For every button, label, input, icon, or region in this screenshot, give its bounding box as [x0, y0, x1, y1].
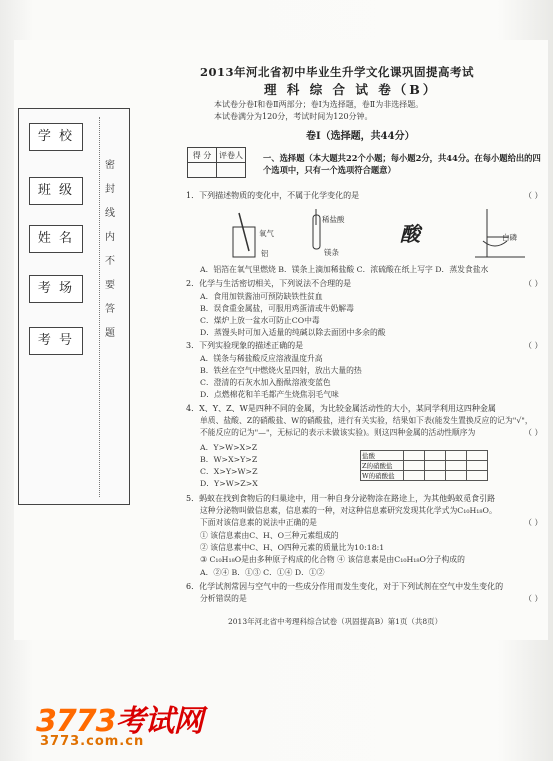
answer-paren-5[interactable]: （ ） [524, 518, 543, 527]
exam-note-2: 本试卷满分为120分，考试时间为120分钟。 [214, 112, 373, 121]
question-4-option-a: A．Y>W>X>Z [200, 443, 258, 452]
question-3-option-c: C．澄清的石灰水加入酚酞溶液变蓝色 [200, 378, 331, 387]
section-instructions: 一、选择题（本大题共22个小题；每小题2分，共44分。在每小题给出的四个选项中，只有一个选项符合题意） [263, 153, 541, 175]
seal-char: 题 [105, 328, 115, 339]
question-5-item-3: ③ C₁₀H₁₈O是由多种原子构成的化合物 ④ 该信息素是由C₁₀H₁₈O分子构成的 [200, 555, 465, 564]
question-5-item-1: ① 该信息素由C、H、O三种元素组成的 [200, 531, 339, 540]
test-tube-icon [313, 209, 320, 249]
exam-room-field[interactable]: 考 场 [29, 275, 83, 303]
name-field[interactable]: 姓 名 [29, 225, 83, 253]
seal-warning [103, 154, 117, 346]
beaker-icon [233, 213, 255, 257]
figure-label-magnesium: 镁条 [324, 248, 339, 257]
question-4-line-3: 不能反应的记为"—"，无标记的表示未做该实验)。则这四种金属的活动性顺序为 [200, 428, 476, 437]
question-6-line-2: 分析错误的是 [200, 594, 247, 603]
question-2-option-a: A．食用加铁酱油可预防缺铁性贫血 [200, 292, 323, 301]
answer-paren-3[interactable]: （ ） [524, 341, 543, 350]
section-heading: 卷Ⅰ（选择题，共44分） [306, 131, 415, 142]
figure-label-oxygen: 氧气 [259, 229, 274, 238]
seal-char: 封 [105, 184, 115, 195]
exam-subtitle: 理 科 综 合 试 卷（B） [264, 82, 439, 97]
seal-char: 线 [105, 208, 115, 219]
site-url: 3773.com.cn [40, 734, 145, 749]
question-5-item-2: ② 该信息素中C、H、O四种元素的质量比为10:18:1 [200, 543, 385, 552]
question-1: 1．下列描述物质的变化中，不属于化学变化的是 [186, 191, 360, 200]
seal-char: 不 [105, 256, 115, 267]
seal-char: 密 [105, 160, 115, 171]
seal-char: 要 [105, 280, 115, 291]
evaporation-stand-icon [475, 209, 525, 257]
score-label: 得 分 [188, 148, 217, 163]
table-row-label: 盐酸 [361, 451, 404, 461]
grader-cell[interactable] [217, 163, 246, 178]
figure-label-phosphorus: 白磷 [502, 233, 517, 242]
question-3-option-a: A．镁条与稀盐酸反应溶液温度升高 [200, 354, 323, 363]
figure-label-aluminum: 铝 [261, 249, 269, 258]
handwritten-acid-glyph: 酸 [400, 222, 420, 246]
question-4-line-2: 单质、盐酸、Z的硝酸盐、W的硝酸盐，进行有关实验，结果如下表(能发生置换反应的记为"√"， [200, 416, 533, 425]
table-row-label: W的硝酸盐 [361, 471, 404, 481]
question-4-option-b: B．W>X>Y>Z [200, 455, 258, 464]
figure-label-hcl: 稀盐酸 [322, 215, 345, 224]
question-6-line-1: 6．化学试剂常因与空气中的一些成分作用而发生变化，对于下列试剂在空气中发生变化的 [186, 582, 504, 591]
question-2-option-b: B．误食重金属盐，可服用鸡蛋清或牛奶解毒 [200, 304, 354, 313]
question-4-option-d: D．Y>W>Z>X [200, 479, 258, 488]
question-5-options: A．②④ B．①③ C．①④ D．①② [200, 568, 325, 577]
exam-title: 2013年河北省初中毕业生升学文化课巩固提高考试 [200, 65, 475, 79]
answer-paren-2[interactable]: （ ） [524, 279, 543, 288]
question-5-line-1: 5．蚂蚁在找到食物后的归巢途中，用一种自身分泌物涂在路途上，为其他蚂蚁觅食引路 [186, 494, 496, 503]
question-3-option-b: B．铁丝在空气中燃烧火星四射，放出大量的热 [200, 366, 362, 375]
table-row-label: Z的硝酸盐 [361, 461, 404, 471]
question-2-option-c: C．煤炉上放一盆水可防止CO中毒 [200, 316, 320, 325]
question-4-line-1: 4．X、Y、Z、W是四种不同的金属，为比较金属活动性的大小，某同学利用这四种金属 [186, 404, 496, 413]
score-cell[interactable] [188, 163, 217, 178]
seal-char: 内 [105, 232, 115, 243]
question-2-option-d: D．蒸馒头时可加入适量的纯碱以除去面团中多余的酸 [200, 328, 386, 337]
class-field[interactable]: 班 级 [29, 177, 83, 205]
binding-strip [18, 108, 130, 505]
seal-char: 答 [105, 304, 115, 315]
question-5-line-3: 下面对该信息素的说法中正确的是 [200, 518, 317, 527]
page-footer: 2013年河北省中考理科综合试卷（巩固提高B）第1页（共8页） [228, 617, 443, 626]
answer-paren-1[interactable]: （ ） [524, 191, 543, 200]
question-1-options: A．铝箔在氧气里燃烧 B．镁条上滴加稀盐酸 C．浓硫酸在纸上写字 D．蒸发食盐水 [200, 265, 489, 274]
exam-note-1: 本试卷分卷Ⅰ和卷Ⅱ两部分；卷Ⅰ为选择题，卷Ⅱ为非选择题。 [214, 100, 424, 109]
answer-paren-4[interactable]: （ ） [524, 428, 543, 437]
question-4-option-c: C．X>Y>W>Z [200, 467, 258, 476]
question-3: 3．下列实验现象的描述正确的是 [186, 341, 304, 350]
score-table [187, 147, 246, 178]
question-5-line-2: 这种分泌物叫做信息素，信息素的一种，对这种信息素研究发现其化学式为C₁₀H₁₈O。 [200, 506, 497, 515]
exam-number-field[interactable]: 考 号 [29, 327, 83, 355]
logo-number: 3773 [36, 704, 116, 739]
question-3-option-d: D．点燃棉花和羊毛都产生烧焦羽毛气味 [200, 390, 339, 399]
grader-label: 评卷人 [217, 148, 246, 163]
metal-reaction-table [360, 450, 488, 481]
logo-text: 考试网 [115, 704, 203, 739]
seal-cut-line [99, 117, 100, 497]
school-field[interactable]: 学 校 [29, 123, 83, 151]
question-2: 2．化学与生活密切相关，下列说法不合理的是 [186, 279, 352, 288]
answer-paren-6[interactable]: （ ） [524, 594, 543, 603]
